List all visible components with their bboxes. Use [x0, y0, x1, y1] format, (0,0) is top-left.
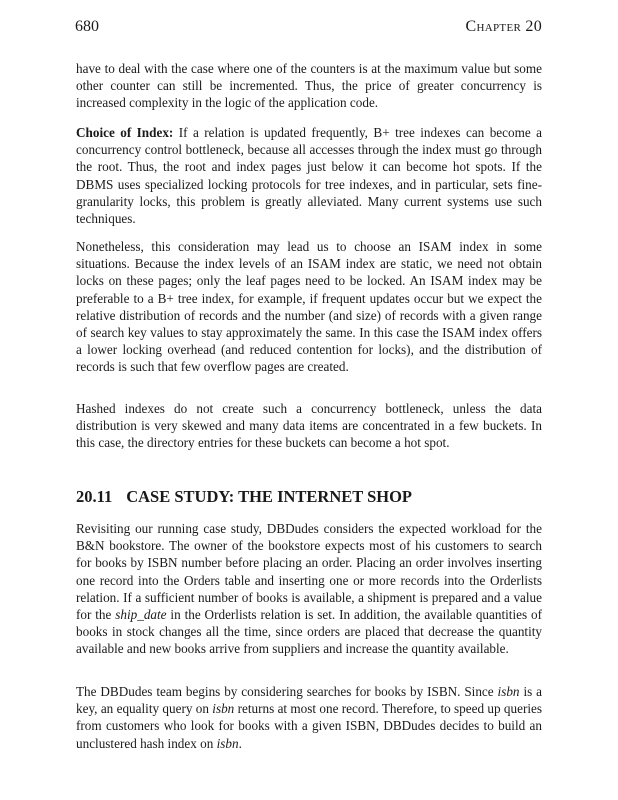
- section-heading: [76, 486, 542, 508]
- field-name-isbn: isbn: [212, 701, 235, 717]
- field-name-isbn: isbn: [497, 684, 520, 699]
- paragraph-text: Revisiting our running case study, DBDudes considers the expected workload for the B&N bookstore. The owner of the bookstore expects most of his customers to search for books by ISBN number before placing an order. Placing an order involves inserting one record into the Orders table and inserting one or more records into the Orderlists relation. If a sufficient number of books is available, a shipment is prepared and a value for the: [76, 521, 542, 623]
- paragraph-text: The DBDudes team begins by considering searches for books by ISBN. Since: [76, 684, 498, 699]
- run-in-heading: Choice of Index:: [76, 125, 174, 140]
- section-number: 20.11: [76, 487, 113, 506]
- chapter-heading: Chapter 20: [465, 18, 542, 35]
- section-title: CASE STUDY: THE INTERNET SHOP: [126, 487, 413, 506]
- field-name-ship-date: ship_date: [115, 607, 167, 623]
- page-number: 680: [75, 18, 99, 35]
- paragraph-case-study-workload: [76, 520, 542, 658]
- paragraph-text: is a key, an equality query on: [76, 684, 542, 717]
- paragraph-case-study-isbn: [76, 683, 542, 752]
- paragraph-text: .: [238, 735, 242, 751]
- paragraph-text: in the Orderlists relation is set. In addition, the available quantities of books in stock changes all the time, since orders are placed that decrease the quantity available and new books arrive from suppliers and increase the quantity available.: [76, 607, 542, 657]
- paragraph-choice-of-index: [76, 124, 542, 227]
- paragraph-hashed-indexes: Hashed indexes do not create such a concurrency bottleneck, unless the data distribution is very skewed and many data items are concentrated in a few buckets. In this case, the directory entries for these buckets can become a hot spot.: [76, 401, 542, 451]
- running-header: [75, 16, 542, 38]
- paragraph-text: returns at most one record. Therefore, to speed up queries from customers who look for books with a given ISBN, DBDudes decides to build an unclustered hash index on: [76, 701, 543, 751]
- paragraph-text: If a relation is updated frequently, B+ tree indexes can become a concurrency control bottleneck, because all accesses through the index must go through the root. Thus, the root and index pages just below it can become hot spots. If the DBMS uses specialized locking protocols for tree indexes, and in particular, sets fine-granularity locks, this problem is greatly alleviated. Many current systems use such techniques.: [76, 125, 542, 227]
- paragraph-counters: have to deal with the case where one of the counters is at the maximum value but some other counter can still be incremented. Thus, the price of greater concurrency is increased complexity in the logic of the application code.: [76, 61, 542, 111]
- field-name-isbn: isbn: [216, 735, 239, 751]
- paragraph-isam: Nonetheless, this consideration may lead us to choose an ISAM index in some situations. Because the index levels of an ISAM index are static, we need not obtain locks on these pages; only the leaf pages need to be locked. An ISAM index may be preferable to a B+ tree index, for example, if frequent updates occur but we expect the relative distribution of records and the number (and size) of records with a given range of search key values to stay approximately the same. In this case the ISAM index offers a lower locking overhead (and reduced contention for locks), and the distribution of records is such that few overflow pages are created.: [76, 239, 542, 375]
